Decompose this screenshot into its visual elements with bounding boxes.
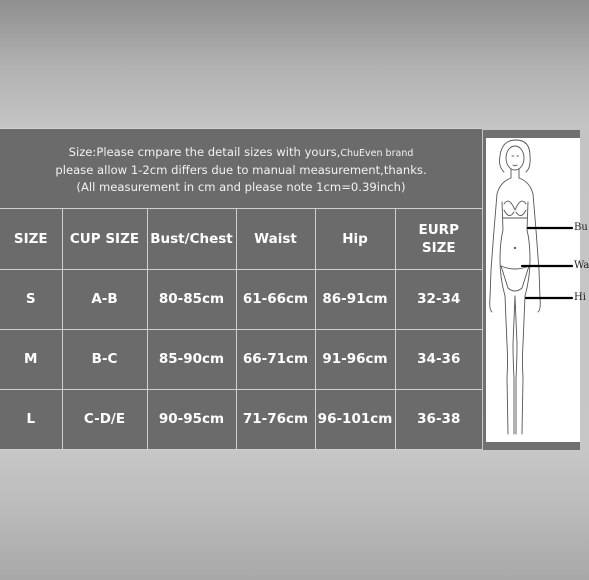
header-size: SIZE xyxy=(0,209,62,269)
bust-label: Bu xyxy=(574,222,588,233)
table-row xyxy=(0,389,482,449)
cell-cup-size: C-D/E xyxy=(62,389,147,449)
cell-bust: 90-95cm xyxy=(147,389,236,449)
header-hip: Hip xyxy=(315,209,395,269)
measurement-figure xyxy=(486,138,589,442)
cell-waist: 71-76cm xyxy=(236,389,315,449)
cell-cup-size: B-C xyxy=(62,329,147,389)
notice-line-1-text: Size:Please cmpare the detail sizes with yours, xyxy=(68,145,341,159)
hip-label: Hi xyxy=(574,292,586,303)
cell-eurp-size: 32-34 xyxy=(395,269,482,329)
header-waist: Waist xyxy=(236,209,315,269)
cell-hip: 86-91cm xyxy=(315,269,395,329)
notice-line-3: (All measurement in cm and please note 1cm=0.39inch) xyxy=(76,180,406,194)
cell-bust: 85-90cm xyxy=(147,329,236,389)
table-row xyxy=(0,329,482,389)
table-row xyxy=(0,269,482,329)
size-chart xyxy=(0,128,482,450)
header-bust-chest: Bust/Chest xyxy=(147,209,236,269)
cell-size: S xyxy=(0,269,62,329)
size-table xyxy=(0,209,482,449)
cell-waist: 66-71cm xyxy=(236,329,315,389)
waist-label: Wa xyxy=(574,260,589,271)
measurement-figure-panel xyxy=(483,130,589,450)
header-cup-size: CUP SIZE xyxy=(62,209,147,269)
cell-waist: 61-66cm xyxy=(236,269,315,329)
cell-size: L xyxy=(0,389,62,449)
header-eurp-size: EURP SIZE xyxy=(395,209,482,269)
cell-hip: 96-101cm xyxy=(315,389,395,449)
brand-name: ChuEven brand xyxy=(340,148,414,159)
cell-hip: 91-96cm xyxy=(315,329,395,389)
body-outline-icon xyxy=(486,138,580,442)
cell-cup-size: A-B xyxy=(62,269,147,329)
table-header-row xyxy=(0,209,482,269)
cell-eurp-size: 34-36 xyxy=(395,329,482,389)
cell-bust: 80-85cm xyxy=(147,269,236,329)
notice-line-1 xyxy=(0,144,482,162)
notice-line-2: please allow 1-2cm differs due to manual measurement,thanks. xyxy=(55,163,427,177)
cell-size: M xyxy=(0,329,62,389)
cell-eurp-size: 36-38 xyxy=(395,389,482,449)
size-notice xyxy=(0,129,482,209)
